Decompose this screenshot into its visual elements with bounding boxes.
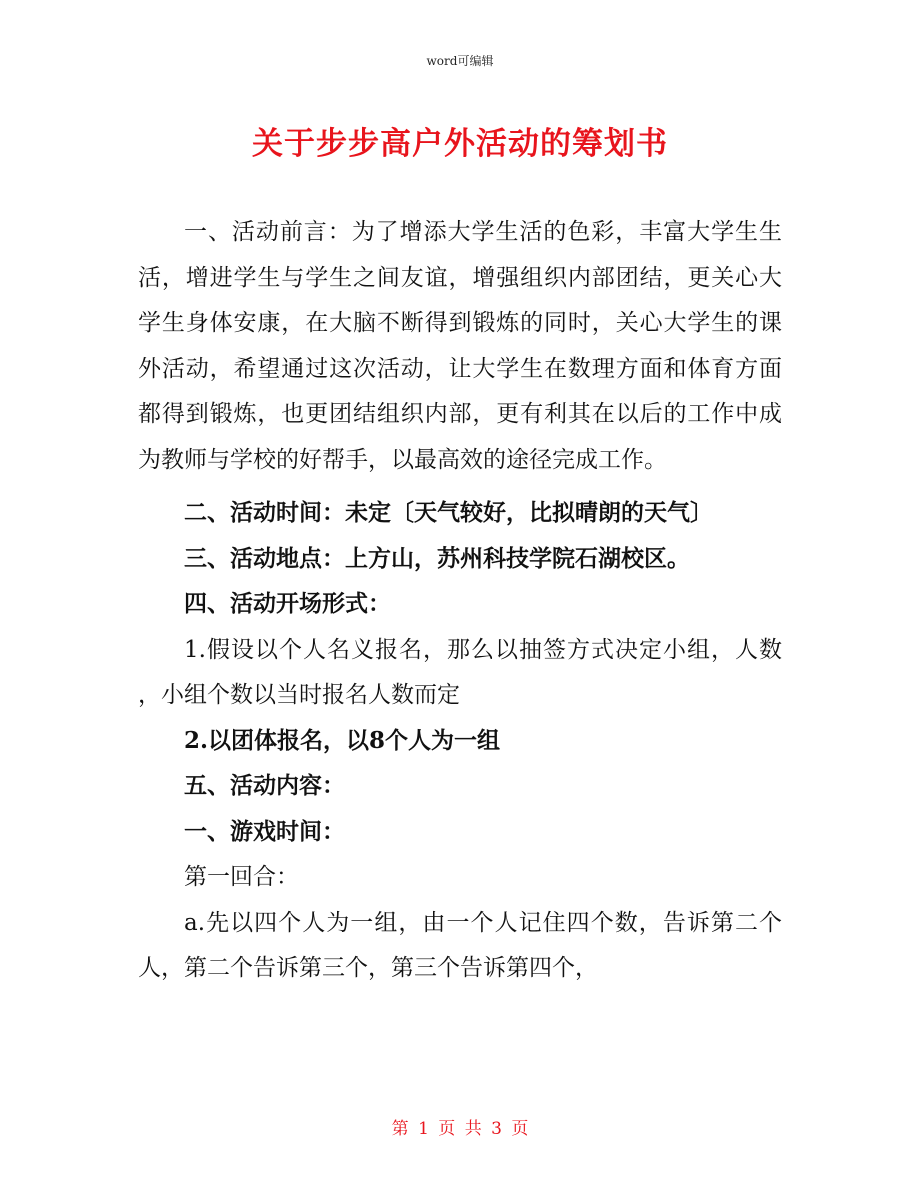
para-1-line-3: 学生身体安康，在大脑不断得到锻炼的同时，关心大学生的课 bbox=[138, 310, 782, 336]
para-1-line-5: 都得到锻炼，也更团结组织内部，更有利其在以后的工作中成 bbox=[138, 401, 782, 427]
activity-location: 三、活动地点：上方山，苏州科技学院石湖校区。 bbox=[184, 544, 690, 572]
page-header: word可编辑 bbox=[426, 54, 494, 68]
format-item-2: 2.以团体报名，以8个人为一组 bbox=[184, 726, 501, 754]
document-title: 关于步步高户外活动的筹划书 bbox=[252, 126, 668, 162]
page-footer: 第 1 页 共 3 页 bbox=[391, 1119, 529, 1139]
format-item-1-line-1: 1.假设以个人名义报名，那么以抽签方式决定小组，人数 bbox=[184, 636, 782, 663]
round-one-item-a-line-1: a.先以四个人为一组，由一个人记住四个数，告诉第二个 bbox=[184, 909, 782, 936]
game-time-heading: 一、游戏时间： bbox=[184, 817, 345, 845]
format-item-1-line-2: ，小组个数以当时报名人数而定 bbox=[138, 682, 460, 708]
document-body bbox=[138, 212, 782, 994]
activity-time: 二、活动时间：未定〔天气较好，比拟晴朗的天气〕 bbox=[184, 499, 713, 526]
activity-content-heading: 五、活动内容： bbox=[184, 772, 345, 799]
activity-format-heading: 四、活动开场形式： bbox=[184, 590, 391, 617]
round-one-heading: 第一回合： bbox=[184, 864, 299, 890]
para-1-line-2: 活，增进学生与学生之间友谊，增强组织内部团结，更关心大 bbox=[138, 264, 782, 291]
para-1-line-6: 为教师与学校的好帮手，以最高效的途径完成工作。 bbox=[138, 446, 667, 473]
round-one-item-a-line-2: 人，第二个告诉第三个，第三个告诉第四个， bbox=[138, 955, 598, 981]
para-1-line-1: 一、活动前言：为了增添大学生活的色彩，丰富大学生生 bbox=[184, 219, 782, 245]
para-1-line-4: 外活动，希望通过这次活动，让大学生在数理方面和体育方面 bbox=[138, 355, 782, 382]
